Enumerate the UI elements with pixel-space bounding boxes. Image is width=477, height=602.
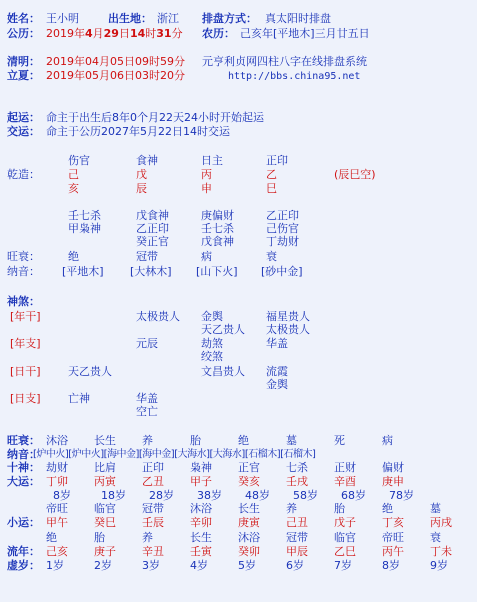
name-label: 姓名： xyxy=(7,12,40,25)
xiaoyun-top-cell: 长生 xyxy=(238,502,260,515)
hidden-hour-3: 丁劫财 xyxy=(266,235,299,248)
dayun-cell: 丁卯 xyxy=(46,475,68,488)
method-label: 排盘方式： xyxy=(202,12,257,25)
name-value: 王小明 xyxy=(46,12,79,25)
xiaoyun-top-cell: 临官 xyxy=(94,502,116,515)
stem-month: 戊 xyxy=(136,168,147,181)
shensha-db-2-2: 空亡 xyxy=(136,405,158,418)
branch-month: 辰 xyxy=(136,182,147,195)
xiaoyun-cell: 辛卯 xyxy=(190,516,212,529)
jiaoyun-label: 交运： xyxy=(7,125,40,138)
liunian-top-cell: 衰 xyxy=(430,531,441,544)
xiaoyun-cell: 庚寅 xyxy=(238,516,260,529)
liunian-cell: 甲辰 xyxy=(286,545,308,558)
shensha-ds-1-1: 天乙贵人 xyxy=(68,365,112,378)
dayun-age-cell: 18岁 xyxy=(101,489,126,502)
branch-year: 亥 xyxy=(68,182,79,195)
dayun-cell: 辛酉 xyxy=(334,475,356,488)
xusui-cell: 7岁 xyxy=(334,559,352,572)
hidden-month-2: 乙正印 xyxy=(136,222,169,235)
xusui-cell: 3岁 xyxy=(142,559,160,572)
liunian-cell: 庚子 xyxy=(94,545,116,558)
solar-date: 2019年4月29日14时31分 xyxy=(46,27,183,40)
liunian-top-cell: 绝 xyxy=(46,531,57,544)
liunian-label: 流年： xyxy=(7,545,40,558)
shensha-day-branch-label: [日支] xyxy=(10,392,41,405)
xusui-cell: 1岁 xyxy=(46,559,64,572)
god-month: 食神 xyxy=(136,154,158,167)
shensha-ys-3-2: 天乙贵人 xyxy=(201,323,245,336)
dayun-label: 大运： xyxy=(7,475,40,488)
dayun-age-cell: 28岁 xyxy=(149,489,174,502)
hidden-hour-2: 己伤官 xyxy=(266,222,299,235)
hidden-month-3: 癸正官 xyxy=(136,235,169,248)
hidden-year-2: 甲枭神 xyxy=(68,222,101,235)
liunian-top-cell: 养 xyxy=(142,531,153,544)
xiaoyun-label: 小运： xyxy=(7,516,40,529)
god-year: 伤官 xyxy=(68,154,90,167)
liunian-cell: 丙午 xyxy=(382,545,404,558)
nayin-hour: [砂中金] xyxy=(261,265,303,278)
liunian-cell: 乙巳 xyxy=(334,545,356,558)
dayun-nayin-label: 纳音： xyxy=(7,448,40,461)
xiaoyun-top-cell: 帝旺 xyxy=(46,502,68,515)
liunian-top-cell: 临官 xyxy=(334,531,356,544)
hidden-day-3: 戊食神 xyxy=(201,235,234,248)
xiaoyun-cell: 壬辰 xyxy=(142,516,164,529)
xusui-cell: 6岁 xyxy=(286,559,304,572)
shensha-ys-2-1: 太极贵人 xyxy=(136,310,180,323)
xiaoyun-top-cell: 胎 xyxy=(334,502,345,515)
hidden-month-1: 戊食神 xyxy=(136,209,169,222)
solar-label: 公历： xyxy=(7,27,40,40)
god-day: 日主 xyxy=(201,154,223,167)
xiaoyun-cell: 丁亥 xyxy=(382,516,404,529)
shensha-yb-3-1: 劫煞 xyxy=(201,337,223,350)
nayin-day: [山下火] xyxy=(196,265,238,278)
dayun-cell: 癸亥 xyxy=(238,475,260,488)
jiaoyun-value: 命主于公历2027年5月22日14时交运 xyxy=(46,125,230,138)
lunar-label: 农历： xyxy=(202,27,235,40)
stem-hour: 乙 xyxy=(266,168,277,181)
liunian-cell: 壬寅 xyxy=(190,545,212,558)
dayun-wangshuai-cell: 长生 xyxy=(94,434,116,447)
dayun-age-cell: 58岁 xyxy=(293,489,318,502)
dayun-cell: 庚申 xyxy=(382,475,404,488)
dayun-wangshuai-cell: 墓 xyxy=(286,434,297,447)
qiyun-label: 起运： xyxy=(7,111,40,124)
xusui-cell: 4岁 xyxy=(190,559,208,572)
stem-year: 己 xyxy=(68,168,79,181)
xusui-cell: 2岁 xyxy=(94,559,112,572)
hidden-day-1: 庚偏财 xyxy=(201,209,234,222)
birthplace-label: 出生地： xyxy=(108,12,152,25)
xusui-cell: 8岁 xyxy=(382,559,400,572)
liunian-top-cell: 长生 xyxy=(190,531,212,544)
qiyun-value: 命主于出生后8年0个月22天24小时开始起运 xyxy=(46,111,264,124)
shensha-year-branch-label: [年支] xyxy=(10,337,41,350)
branch-day: 申 xyxy=(201,182,212,195)
shensha-ys-3-1: 金舆 xyxy=(201,310,223,323)
lixia-value: 2019年05月06日03时20分 xyxy=(46,69,185,82)
site-url[interactable]: http://bbs.china95.net xyxy=(228,71,361,82)
dayun-shishen-cell: 正官 xyxy=(238,461,260,474)
nayin-year: [平地木] xyxy=(62,265,104,278)
xiaoyun-cell: 癸巳 xyxy=(94,516,116,529)
dayun-cell: 壬戌 xyxy=(286,475,308,488)
xusui-cell: 5岁 xyxy=(238,559,256,572)
kongwang: (辰巳空) xyxy=(334,168,376,181)
dayun-age-cell: 78岁 xyxy=(389,489,414,502)
dayun-age-cell: 38岁 xyxy=(197,489,222,502)
shensha-title: 神煞： xyxy=(7,295,40,308)
qingming-label: 清明： xyxy=(7,55,40,68)
shensha-year-stem-label: [年干] xyxy=(10,310,41,323)
dayun-age-cell: 68岁 xyxy=(341,489,366,502)
liunian-cell: 癸卯 xyxy=(238,545,260,558)
xusui-cell: 9岁 xyxy=(430,559,448,572)
dayun-cell: 甲子 xyxy=(190,475,212,488)
hidden-hour-1: 乙正印 xyxy=(266,209,299,222)
system-title: 元亨利贞网四柱八字在线排盘系统 xyxy=(202,55,367,68)
shensha-yb-3-2: 绞煞 xyxy=(201,350,223,363)
shensha-db-1-1: 亡神 xyxy=(68,392,90,405)
god-hour: 正印 xyxy=(266,154,288,167)
lunar-date: 己亥年[平地木]三月廿五日 xyxy=(240,27,370,40)
wangshuai-label: 旺衰： xyxy=(7,250,40,263)
xiaoyun-top-cell: 沐浴 xyxy=(190,502,212,515)
dayun-wangshuai-label: 旺衰： xyxy=(7,434,40,447)
qingming-value: 2019年04月05日09时59分 xyxy=(46,55,185,68)
lixia-label: 立夏： xyxy=(7,69,40,82)
dayun-shishen-cell: 劫财 xyxy=(46,461,68,474)
stem-day: 丙 xyxy=(201,168,212,181)
xiaoyun-cell: 己丑 xyxy=(286,516,308,529)
xiaoyun-top-cell: 养 xyxy=(286,502,297,515)
qianzao-label: 乾造： xyxy=(7,168,40,181)
dayun-wangshuai-cell: 死 xyxy=(334,434,345,447)
liunian-cell: 辛丑 xyxy=(142,545,164,558)
shensha-ds-3-1: 文昌贵人 xyxy=(201,365,245,378)
dayun-age-cell: 8岁 xyxy=(53,489,71,502)
liunian-top-cell: 胎 xyxy=(94,531,105,544)
xiaoyun-cell: 甲午 xyxy=(46,516,68,529)
dayun-wangshuai-cell: 胎 xyxy=(190,434,201,447)
dayun-cell: 丙寅 xyxy=(94,475,116,488)
dayun-wangshuai-cell: 沐浴 xyxy=(46,434,68,447)
method-value: 真太阳时排盘 xyxy=(265,12,331,25)
dayun-wangshuai-cell: 病 xyxy=(382,434,393,447)
wangshuai-hour: 衰 xyxy=(266,250,277,263)
nayin-label: 纳音： xyxy=(7,265,40,278)
dayun-wangshuai-cell: 养 xyxy=(142,434,153,447)
wangshuai-year: 绝 xyxy=(68,250,79,263)
liunian-cell: 己亥 xyxy=(46,545,68,558)
dayun-shishen-cell: 正印 xyxy=(142,461,164,474)
liunian-top-cell: 帝旺 xyxy=(382,531,404,544)
liunian-cell: 丁未 xyxy=(430,545,452,558)
liunian-top-cell: 冠带 xyxy=(286,531,308,544)
shensha-ds-4-1: 流霞 xyxy=(266,365,288,378)
dayun-cell: 乙丑 xyxy=(142,475,164,488)
shensha-ds-4-2: 金舆 xyxy=(266,378,288,391)
wangshuai-month: 冠带 xyxy=(136,250,158,263)
shensha-db-2-1: 华盖 xyxy=(136,392,158,405)
birthplace-value: 浙江 xyxy=(157,12,179,25)
xiaoyun-top-cell: 绝 xyxy=(382,502,393,515)
hidden-day-2: 壬七杀 xyxy=(201,222,234,235)
xiaoyun-cell: 丙戌 xyxy=(430,516,452,529)
dayun-shishen-cell: 比肩 xyxy=(94,461,116,474)
shensha-day-stem-label: [日干] xyxy=(10,365,41,378)
shensha-ys-4-1: 福星贵人 xyxy=(266,310,310,323)
hidden-year-1: 壬七杀 xyxy=(68,209,101,222)
dayun-shishen-cell: 枭神 xyxy=(190,461,212,474)
dayun-shishen-label: 十神： xyxy=(7,461,40,474)
dayun-shishen-cell: 偏财 xyxy=(382,461,404,474)
xiaoyun-top-cell: 墓 xyxy=(430,502,441,515)
nayin-month: [大林木] xyxy=(130,265,172,278)
xusui-label: 虚岁： xyxy=(7,559,40,572)
branch-hour: 巳 xyxy=(266,182,277,195)
xiaoyun-top-cell: 冠带 xyxy=(142,502,164,515)
shensha-yb-4-1: 华盖 xyxy=(266,337,288,350)
dayun-wangshuai-cell: 绝 xyxy=(238,434,249,447)
liunian-top-cell: 沐浴 xyxy=(238,531,260,544)
dayun-shishen-cell: 七杀 xyxy=(286,461,308,474)
shensha-ys-4-2: 太极贵人 xyxy=(266,323,310,336)
shensha-yb-2-1: 元辰 xyxy=(136,337,158,350)
wangshuai-day: 病 xyxy=(201,250,212,263)
dayun-shishen-cell: 正财 xyxy=(334,461,356,474)
xiaoyun-cell: 戊子 xyxy=(334,516,356,529)
dayun-nayin-row: [炉中火][炉中火][海中金][海中金][大海水][大海水][石榴木][石榴木] xyxy=(33,449,316,460)
dayun-age-cell: 48岁 xyxy=(245,489,270,502)
